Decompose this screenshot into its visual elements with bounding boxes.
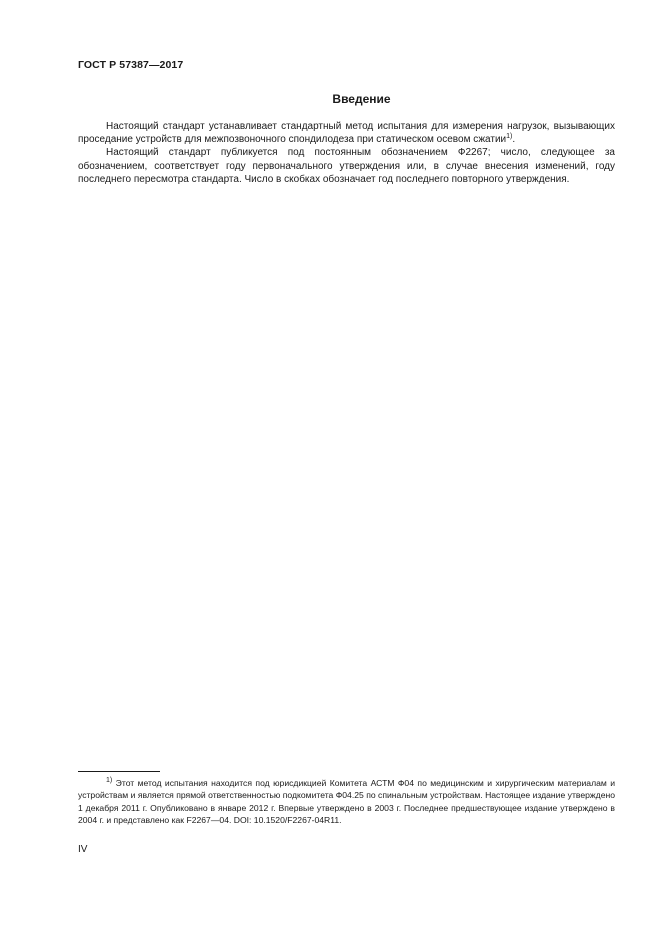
page-number: IV xyxy=(78,844,88,855)
paragraph-1 xyxy=(78,120,615,146)
footnote-separator xyxy=(78,771,160,772)
paragraph-1-text: Настоящий стандарт устанавливает стандартный метод испытания для измерения нагрузок, вызывающих проседание устройств для межпозвоночного спондилодеза при статическом осевом сжатии xyxy=(78,121,615,146)
footnote xyxy=(78,777,615,826)
section-title: Введение xyxy=(332,92,391,106)
footnote-marker: 1) xyxy=(106,777,113,784)
body-text xyxy=(78,120,615,186)
document-header-standard-id: ГОСТ Р 57387—2017 xyxy=(78,59,184,71)
paragraph-1-end: . xyxy=(512,134,516,146)
footnote-text: Этот метод испытания находится под юрисдикцией Комитета АСТМ Ф04 по медицинским и хирургическим материалам и устройствам и является прямой ответственностью подкомитета Ф04.25 по спинальным устройствам. Настоящее издание утверждено 1 декабря 2011 г. Опубликовано в январе 2012 г. Впервые утверждено в 2003 г. Последнее предшествующее издание утверждено в 2004 г. и представлено как F2267—04. DOI: 10.1520/F2267-04R11. xyxy=(78,778,616,825)
paragraph-2: Настоящий стандарт публикуется под постоянным обозначением Ф2267; число, следующее за обозначением, соответствует году первоначального утверждения или, в случае внесения изменений, году последнего пересмотра стандарта. Число в скобках обозначает год последнего повторного утверждения. xyxy=(78,147,615,185)
footnote-reference: 1) xyxy=(506,133,513,141)
